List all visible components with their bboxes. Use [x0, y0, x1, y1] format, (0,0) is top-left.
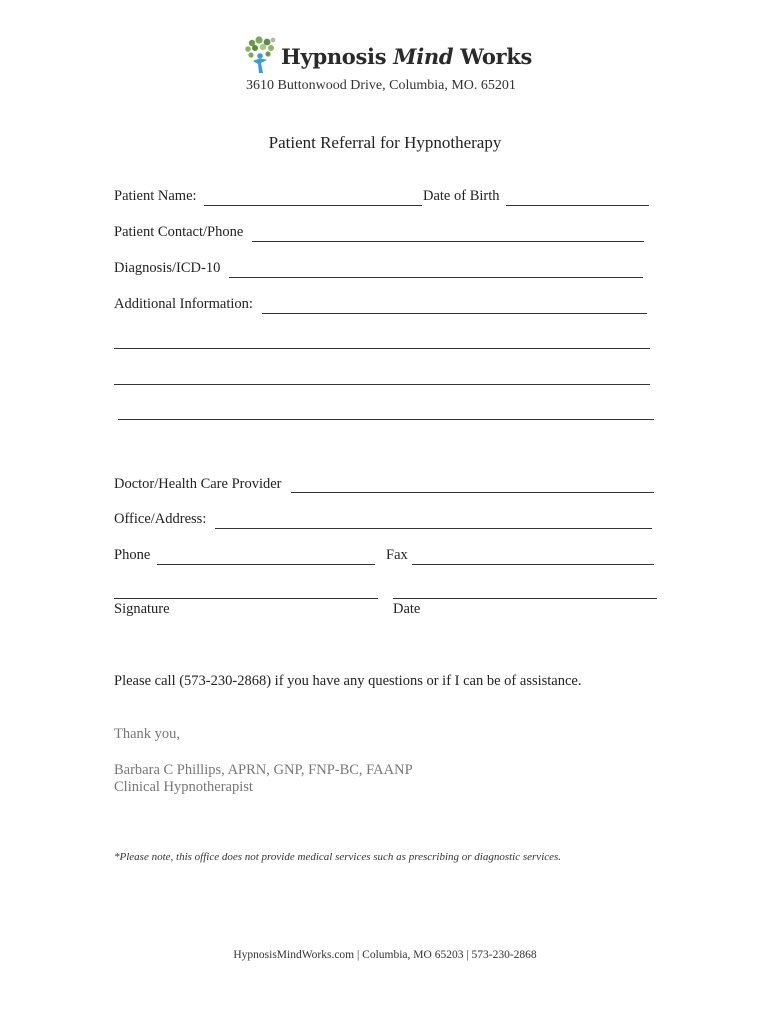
additional-info-label: Additional Information:: [114, 296, 253, 312]
phone-label: Phone: [114, 547, 151, 563]
diagnosis-line[interactable]: [229, 277, 643, 278]
provider-line[interactable]: [291, 492, 654, 493]
contact-line[interactable]: [252, 241, 644, 242]
office-address: 3610 Buttonwood Drive, Columbia, MO. 65201: [246, 78, 516, 93]
additional-info-line-4[interactable]: [118, 419, 654, 420]
form-title: Patient Referral for Hypnotherapy: [268, 133, 502, 152]
page-footer: HypnosisMindWorks.com | Columbia, MO 65203 | 573-230-2868: [233, 949, 537, 961]
thanks-text: Thank you,: [114, 726, 181, 742]
additional-info-line-2[interactable]: [114, 348, 650, 349]
signer-title: Clinical Hypnotherapist: [114, 779, 253, 795]
diagnosis-label: Diagnosis/ICD-10: [114, 260, 221, 276]
patient-name-label: Patient Name:: [114, 188, 197, 204]
date-line[interactable]: [393, 598, 657, 599]
provider-label: Doctor/Health Care Provider: [114, 476, 282, 492]
additional-info-line-3[interactable]: [114, 384, 650, 385]
fax-label: Fax: [386, 547, 408, 563]
signer-name: Barbara C Phillips, APRN, GNP, FNP-BC, FAANP: [114, 762, 413, 778]
brand-logo: [243, 34, 532, 78]
dob-label: Date of Birth: [423, 188, 500, 204]
tree-person-icon: [243, 35, 277, 77]
patient-name-line[interactable]: [204, 205, 422, 206]
brand-name: Hypnosis Mind Works: [281, 43, 533, 69]
dob-line[interactable]: [506, 205, 649, 206]
date-label: Date: [393, 601, 421, 617]
contact-label: Patient Contact/Phone: [114, 224, 244, 240]
fax-line[interactable]: [412, 564, 654, 565]
contact-callout: Please call (573-230-2868) if you have any questions or if I can be of assistance.: [114, 673, 582, 689]
phone-line[interactable]: [157, 564, 375, 565]
disclaimer-note: *Please note, this office does not provide medical services such as prescribing or diagnostic services.: [114, 851, 562, 863]
additional-info-line-1[interactable]: [262, 313, 647, 314]
signature-line[interactable]: [114, 598, 378, 599]
office-address-line[interactable]: [215, 528, 652, 529]
office-address-label: Office/Address:: [114, 511, 207, 527]
signature-label: Signature: [114, 601, 170, 617]
